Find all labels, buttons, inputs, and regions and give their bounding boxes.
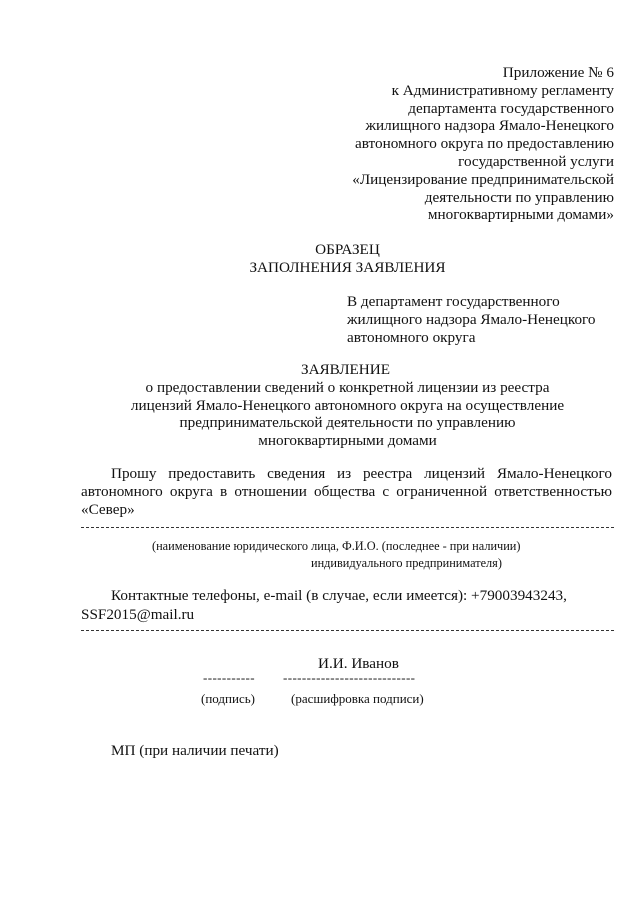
statement-subtitle-line: лицензий Ямало-Ненецкого автономного округа на осуществление (130, 396, 565, 414)
name-note-line2: индивидуального предпринимателя) (311, 556, 502, 570)
request-line-3: «Север» (81, 501, 135, 518)
sample-title-line2: ЗАПОЛНЕНИЯ ЗАЯВЛЕНИЯ (249, 258, 446, 276)
word: в (220, 483, 228, 500)
recipient-line: жилищного надзора Ямало-Ненецкого (347, 311, 596, 328)
statement-subtitle-line: о предоставлении сведений о конкретной лицензии из реестра (145, 378, 550, 396)
signature-dash: ----------- (203, 670, 256, 685)
appendix-line: к Административному регламенту (391, 81, 614, 99)
appendix-line: «Лицензирование предпринимательской (352, 170, 614, 188)
name-note-line1: (наименование юридического лица, Ф.И.О. (последнее - при наличии) (152, 539, 521, 553)
appendix-line: автономного округа по предоставлению (355, 135, 614, 153)
word: из (337, 465, 352, 482)
word: общества (314, 483, 376, 500)
appendix-line: деятельности по управлению (424, 188, 614, 206)
separator-line (81, 630, 614, 631)
appendix-header (314, 64, 614, 224)
appendix-line: департамента государственного (408, 99, 614, 117)
appendix-line: многоквартирными домами» (427, 206, 614, 224)
request-paragraph (81, 465, 612, 519)
word: с (382, 483, 390, 500)
word: отношении (234, 483, 307, 500)
contacts-email: SSF2015@mail.ru (81, 605, 195, 623)
appendix-line: жилищного надзора Ямало-Ненецкого (365, 117, 614, 135)
appendix-line: государственной услуги (458, 152, 614, 170)
appendix-line: Приложение № 6 (502, 64, 614, 81)
word: реестра (362, 465, 413, 482)
separator-line (81, 527, 614, 528)
request-line-1 (81, 465, 612, 483)
word: ответственностью (494, 483, 612, 500)
word: ограниченной (396, 483, 488, 500)
sample-title-line1: ОБРАЗЕЦ (315, 241, 380, 258)
contacts-block (81, 587, 567, 624)
word: лицензий (424, 465, 486, 482)
signature-label: (подпись) (201, 691, 255, 706)
word: сведения (267, 465, 326, 482)
word: Ямало-Ненецкого (496, 465, 612, 482)
statement-subtitle-line: предпринимательской деятельности по управлению (179, 414, 516, 432)
sample-title (0, 241, 639, 277)
statement-subtitle-line: многоквартирными домами (258, 432, 437, 450)
stamp-note: МП (при наличии печати) (111, 742, 279, 759)
word: Прошу (111, 465, 157, 482)
statement-title: ЗАЯВЛЕНИЕ (300, 361, 391, 378)
contacts-line1: Контактные телефоны, e-mail (в случае, если имеется): +79003943243, (111, 587, 567, 604)
statement-heading (0, 361, 639, 450)
recipient-block (347, 293, 596, 347)
recipient-line: автономного округа (347, 329, 476, 346)
signer-name: И.И. Иванов (318, 655, 399, 672)
signature-name-dash: ---------------------------- (283, 670, 416, 685)
request-line-2 (81, 483, 612, 501)
word: округа (169, 483, 213, 500)
word: автономного (81, 483, 163, 500)
word: предоставить (168, 465, 256, 482)
recipient-line: В департамент государственного (347, 293, 560, 310)
signature-name-label: (расшифровка подписи) (291, 691, 424, 706)
